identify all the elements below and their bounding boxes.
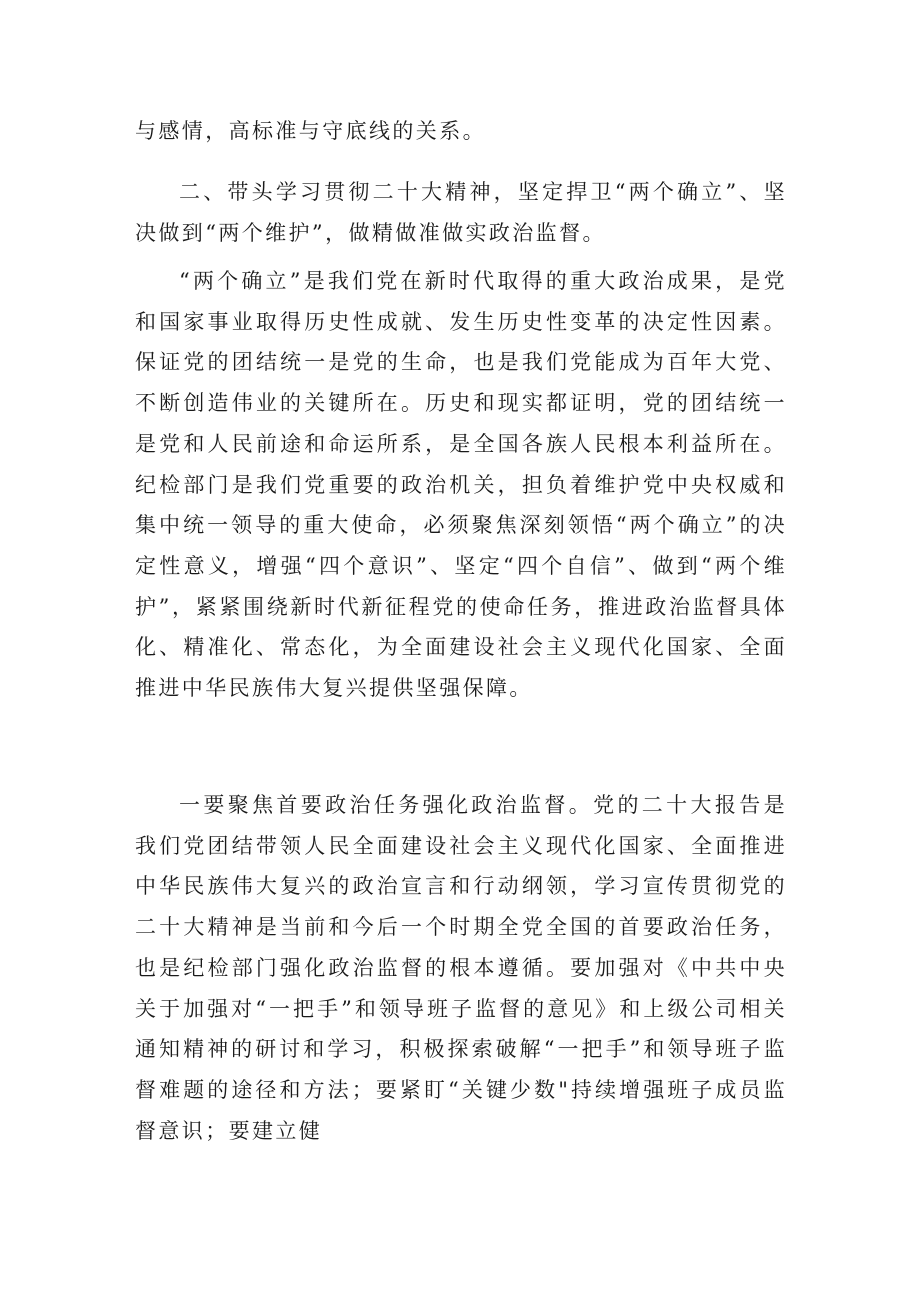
body-paragraph: “两个确立”是我们党在新时代取得的重大政治成果，是党和国家事业取得历史性成就、发生历史性变革的决定性因素。保证党的团结统一是党的生命，也是我们党能成为百年大党、不断创造伟业的关键所在。历史和现实都证明，党的团结统一是党和人民前途和命运所系，是全国各族人民根本利益所在。纪检部门是我们党重要的政治机关，担负着维护党中央权威和集中统一领导的重大使命，必须聚焦深刻领悟“两个确立”的决定性意义，增强“四个意识”、坚定“四个自信”、做到“两个维护”，紧紧围绕新时代新征程党的使命任务，推进政治监督具体化、精准化、常态化，为全面建设社会主义现代化国家、全面推进中华民族伟大复兴提供坚强保障。 [135,269,787,701]
section-heading: 二、带头学习贯彻二十大精神，坚定捍卫“两个确立”、坚决做到“两个维护”，做精做准做实政治监督。 [135,180,787,245]
body-paragraph: 一要聚焦首要政治任务强化政治监督。党的二十大报告是我们党团结带领人民全面建设社会主义现代化国家、全面推进中华民族伟大复兴的政治宣言和行动纲领，学习宣传贯彻党的二十大精神是当前和今后一个时期全党全国的首要政治任务，也是纪检部门强化政治监督的根本遵循。要加强对《中共中央关于加强对“一把手”和领导班子监督的意见》和上级公司相关通知精神的研讨和学习，积极探索破解“一把手”和领导班子监督难题的途径和方法；要紧盯“关键少数"持续增强班子成员监督意识；要建立健 [135,793,787,1143]
paragraph-continuation: 与感情，高标准与守底线的关系。 [135,119,486,143]
